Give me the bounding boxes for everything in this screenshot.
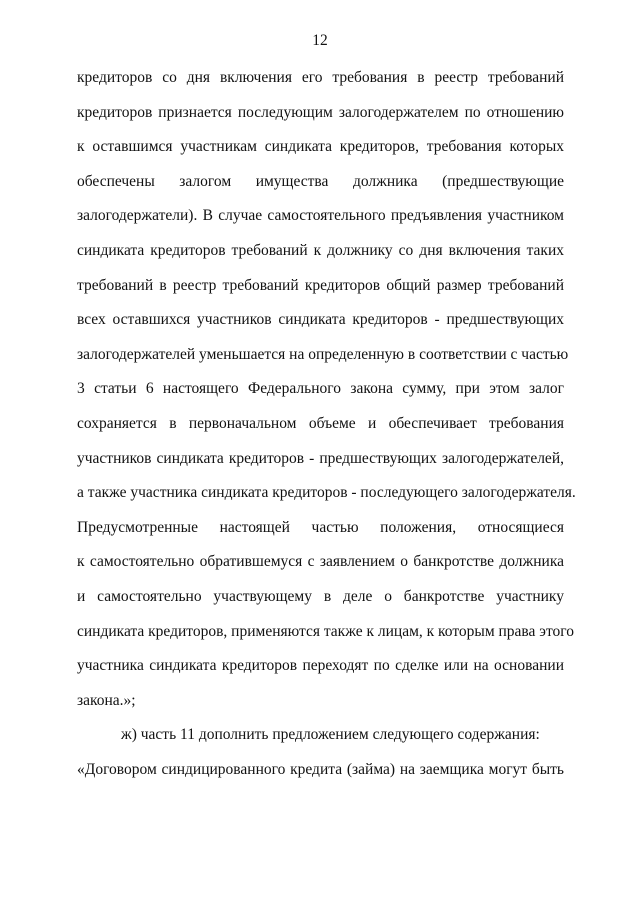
text-line: участников синдиката кредиторов - предшествующих залогодержателей, — [77, 449, 564, 467]
text-line: синдиката кредиторов требований к должнику со дня включения таких — [77, 241, 564, 259]
page-number: 12 — [312, 32, 328, 49]
text-line: сохраняется в первоначальном объеме и обеспечивает требования — [77, 414, 564, 432]
paragraph-first-line: ж) часть 11 дополнить предложением следующего содержания: — [121, 726, 540, 744]
text-line: к самостоятельно обратившемуся с заявлением о банкротстве должника — [77, 553, 564, 571]
text-line: а также участника синдиката кредиторов - последующего залогодержателя. — [77, 484, 576, 502]
text-line: залогодержателей уменьшается на определенную в соответствии с частью — [77, 345, 569, 363]
text-line: кредиторов признается последующим залогодержателем по отношению — [77, 103, 564, 121]
text-line: требований в реестр требований кредиторов общий размер требований — [77, 276, 564, 294]
document-body — [77, 67, 576, 793]
text-line: «Договором синдицированного кредита (займа) на заемщика могут быть — [77, 760, 564, 778]
text-line: и самостоятельно участвующему в деле о банкротстве участнику — [77, 587, 564, 605]
text-line: участника синдиката кредиторов переходят по сделке или на основании — [77, 657, 564, 675]
text-line: Предусмотренные настоящей частью положения, относящиеся — [77, 518, 564, 536]
text-line: закона.»; — [77, 691, 136, 709]
text-line: синдиката кредиторов, применяются также к лицам, к которым права этого — [77, 622, 574, 640]
text-line: к оставшимся участникам синдиката кредиторов, требования которых — [77, 138, 564, 156]
text-line: всех оставшихся участников синдиката кредиторов - предшествующих — [77, 311, 564, 329]
text-line: кредиторов со дня включения его требования в реестр требований — [77, 69, 564, 86]
text-line: 3 статьи 6 настоящего Федерального закона сумму, при этом залог — [77, 380, 564, 398]
text-line: обеспечены залогом имущества должника (предшествующие — [77, 172, 564, 190]
text-line: залогодержатели). В случае самостоятельного предъявления участником — [77, 207, 564, 225]
